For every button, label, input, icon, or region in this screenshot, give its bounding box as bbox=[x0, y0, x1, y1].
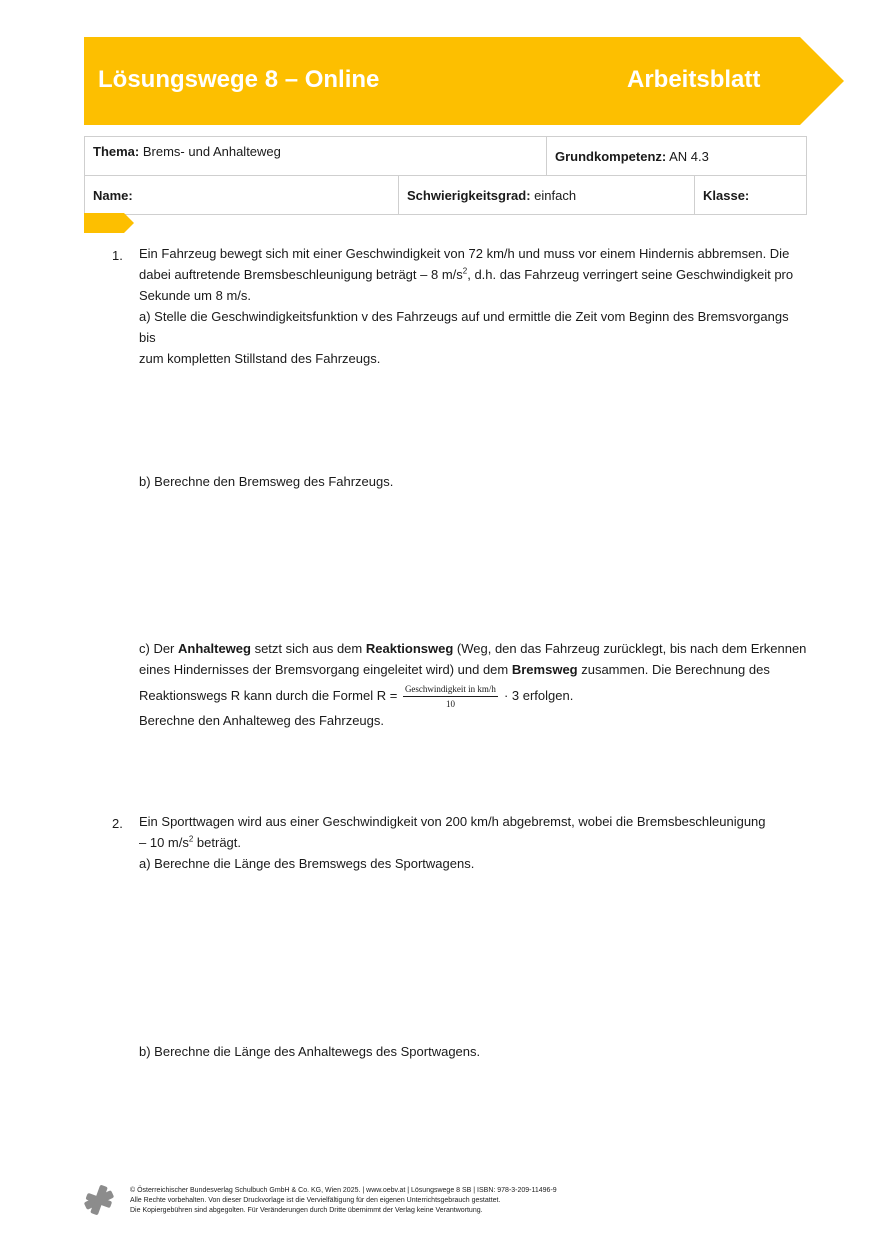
task1-intro bbox=[139, 243, 807, 369]
task2-a: a) Berechne die Länge des Bremswegs des Sportwagens. bbox=[139, 856, 475, 871]
footer-copyright bbox=[130, 1186, 557, 1216]
text: eines Hindernisses der Bremsvorgang eingeleitet wird) und dem bbox=[139, 662, 512, 677]
text: zusammen. Die Berechnung des bbox=[577, 662, 770, 677]
fraction-denominator: 10 bbox=[445, 698, 455, 709]
bold-term: Anhalteweg bbox=[178, 641, 251, 656]
schwierigkeit-cell bbox=[399, 176, 695, 215]
meta-table bbox=[84, 136, 807, 215]
task1-c-line2 bbox=[139, 659, 807, 680]
header-banner bbox=[84, 37, 844, 125]
header-title: Lösungswege 8 – Online bbox=[98, 66, 380, 93]
task1-c-line4: Berechne den Anhalteweg des Fahrzeugs. bbox=[139, 712, 385, 728]
task1-intro-line1: Ein Fahrzeug bewegt sich mit einer Geschwindigkeit von 72 km/h und muss vor einem Hindernis abbremsen. Die bbox=[139, 246, 790, 261]
text: Reaktionswegs R kann durch die Formel R = bbox=[139, 688, 401, 703]
text: (Weg, den das Fahrzeug zurücklegt, bis nach dem Erkennen bbox=[453, 641, 807, 656]
text: c) Der bbox=[139, 641, 178, 656]
task1-intro-line3: Sekunde um 8 m/s. bbox=[139, 288, 251, 303]
publisher-logo-icon bbox=[84, 1185, 114, 1215]
text: , d.h. das Fahrzeug verringert seine Geschwindigkeit pro bbox=[467, 267, 794, 282]
task1-number: 1. bbox=[112, 248, 123, 263]
superscript: 2 bbox=[188, 834, 194, 844]
bold-term: Reaktionsweg bbox=[365, 641, 454, 656]
formula-fraction bbox=[403, 684, 498, 710]
task1-intro-line2 bbox=[139, 264, 807, 285]
name-label: Name: bbox=[93, 187, 133, 203]
task1-b: b) Berechne den Bremsweg des Fahrzeugs. bbox=[139, 474, 394, 489]
task2-intro bbox=[139, 811, 807, 874]
task2-line2 bbox=[139, 832, 807, 853]
kompetenz-value: AN 4.3 bbox=[669, 148, 709, 164]
text: beträgt. bbox=[193, 835, 242, 850]
task2-line1: Ein Sporttwagen wird aus einer Geschwindigkeit von 200 km/h abgebremst, wobei die Bremsbeschleunigung bbox=[139, 814, 766, 829]
footer-line3: Die Kopiergebühren sind abgegolten. Für Veränderungen durch Dritte übernimmt der Verlag keine Verantwortung. bbox=[130, 1207, 483, 1214]
schwierigkeit-value: einfach bbox=[534, 187, 577, 203]
task1-c-line3 bbox=[139, 683, 807, 710]
task1-a-line2: zum kompletten Stillstand des Fahrzeugs. bbox=[139, 351, 381, 366]
text: – 10 m/s bbox=[139, 835, 189, 850]
task2-number: 2. bbox=[112, 816, 123, 831]
fraction-numerator: Geschwindigkeit in km/h bbox=[403, 684, 498, 697]
task2-b: b) Berechne die Länge des Anhaltewegs des Sportwagens. bbox=[139, 1044, 481, 1059]
schwierigkeit-label: Schwierigkeitsgrad: bbox=[407, 187, 531, 203]
thema-label: Thema: bbox=[93, 144, 140, 159]
kompetenz-cell bbox=[546, 137, 806, 176]
yellow-tab-marker bbox=[84, 213, 136, 233]
doc-type-label: Arbeitsblatt bbox=[627, 66, 761, 93]
superscript: 2 bbox=[462, 266, 468, 276]
footer-line2: Alle Rechte vorbehalten. Von dieser Druckvorlage ist die Vervielfältigung für den eigenen Unterrichtsgebrauch gestattet. bbox=[130, 1197, 501, 1204]
bold-term: Bremsweg bbox=[511, 662, 578, 677]
kompetenz-label: Grundkompetenz: bbox=[554, 148, 667, 164]
text: dabei auftretende Bremsbeschleunigung beträgt – 8 m/s bbox=[139, 267, 463, 282]
task1-c bbox=[139, 638, 807, 731]
klasse-label: Klasse: bbox=[703, 187, 750, 203]
task1-a-line1: a) Stelle die Geschwindigkeitsfunktion v des Fahrzeugs auf und ermittle die Zeit vom Beginn des Bremsvorgangs bis bbox=[139, 309, 789, 345]
thema-value: Brems- und Anhalteweg bbox=[142, 144, 281, 159]
text: · 3 erfolgen. bbox=[503, 688, 574, 703]
name-cell bbox=[85, 176, 399, 215]
footer-line1: © Österreichischer Bundesverlag Schulbuch GmbH & Co. KG, Wien 2025. | www.oebv.at | Lösungswege 8 SB | ISBN: 978-3-209-11496-9 bbox=[130, 1187, 557, 1194]
text: setzt sich aus dem bbox=[250, 641, 366, 656]
klasse-cell bbox=[695, 176, 807, 215]
thema-cell bbox=[85, 137, 547, 176]
task1-c-line1 bbox=[139, 638, 807, 659]
